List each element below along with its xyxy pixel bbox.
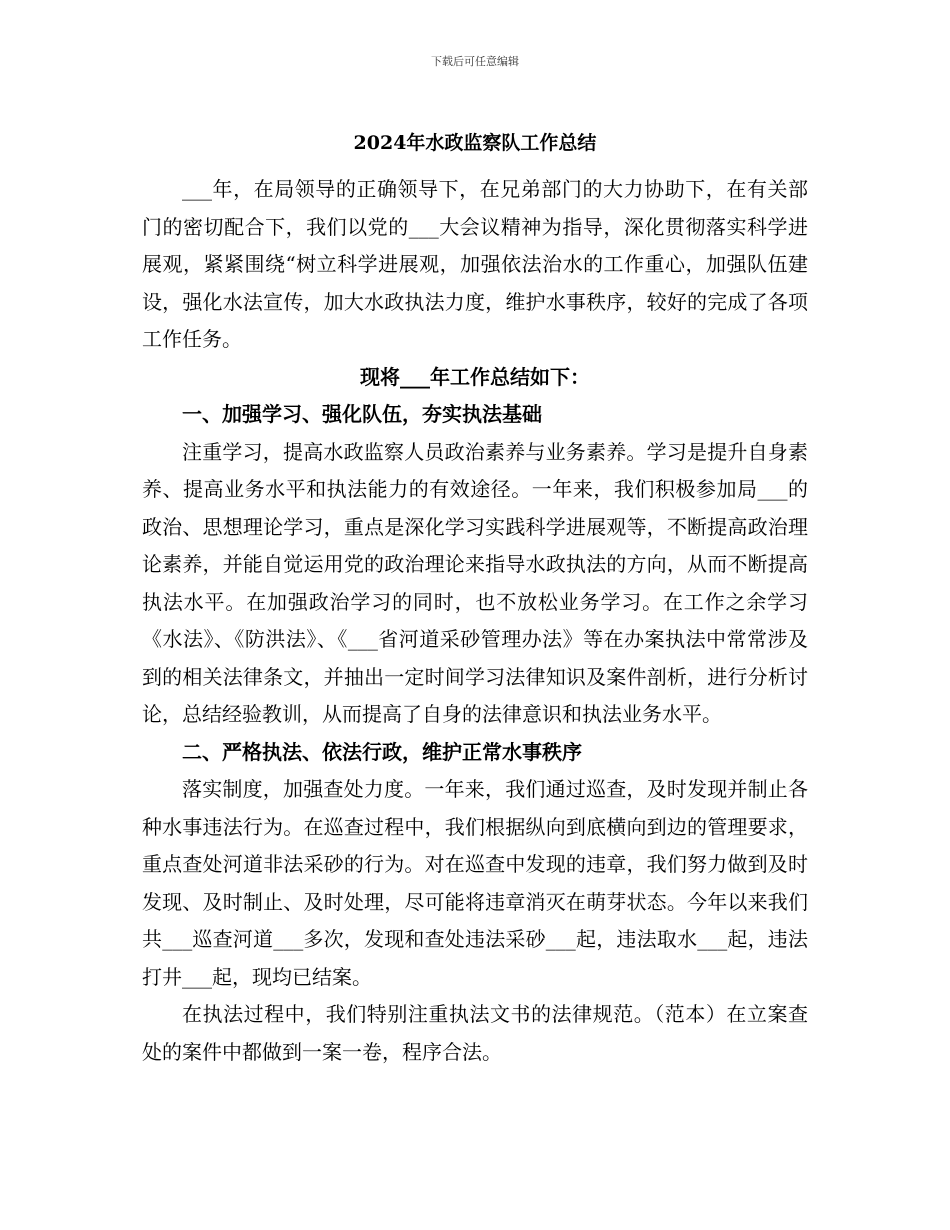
paragraph-enforcement: 落实制度，加强查处力度。一年来，我们通过巡查，及时发现并制止各种水事违法行为。在巡查过程中，我们根据纵向到底横向到边的管理要求，重点查处河道非法采砂的行为。对在巡查中发现的违章，我们努力做到及时发现、及时制止、及时处理，尽可能将违章消灭在萌芽状态。今年以来我们共___巡查河道___多次，发现和查处违法采砂___起，违法取水___起，违法打井___起，现均已结案。: [142, 777, 808, 989]
section-heading-1: 一、加强学习、强化队伍，夯实执法基础: [182, 402, 542, 426]
paragraph-summary-lead: 现将___年工作总结如下：: [360, 364, 590, 389]
document-title: 2024年水政监察队工作总结: [353, 132, 597, 154]
header-note: 下载后可任意编辑: [431, 55, 519, 68]
paragraph-study: 注重学习，提高水政监察人员政治素养与业务素养。学习是提升自身素养、提高业务水平和执法能力的有效途径。一年来，我们积极参加局___的政治、思想理论学习，重点是深化学习实践科学进展观等，不断提高政治理论素养，并能自觉运用党的政治理论来指导水政执法的方向，从而不断提高执法水平。在加强政治学习的同时，也不放松业务学习。在工作之余学习《水法》、《防洪法》、《___省河道采砂管理办法》等在办案执法中常常涉及到的相关法律条文，并抽出一定时间学习法律知识及案件剖析，进行分析讨论，总结经验教训，从而提高了自身的法律意识和执法业务水平。: [142, 439, 808, 726]
paragraph-intro: ___年，在局领导的正确领导下，在兄弟部门的大力协助下，在有关部门的密切配合下，我们以党的___大会议精神为指导，深化贯彻落实科学进展观，紧紧围绕“树立科学进展观，加强依法治水的工作重心，加强队伍建设，强化水法宣传，加大水政执法力度，维护水事秩序，较好的完成了各项工作任务。: [142, 177, 808, 351]
document-body: [142, 171, 808, 1071]
section-heading-2: 二、严格执法、依法行政，维护正常水事秩序: [182, 739, 582, 764]
paragraph-documents: 在执法过程中，我们特别注重执法文书的法律规范。（范本）在立案查处的案件中都做到一案一卷，程序合法。: [142, 1002, 808, 1064]
